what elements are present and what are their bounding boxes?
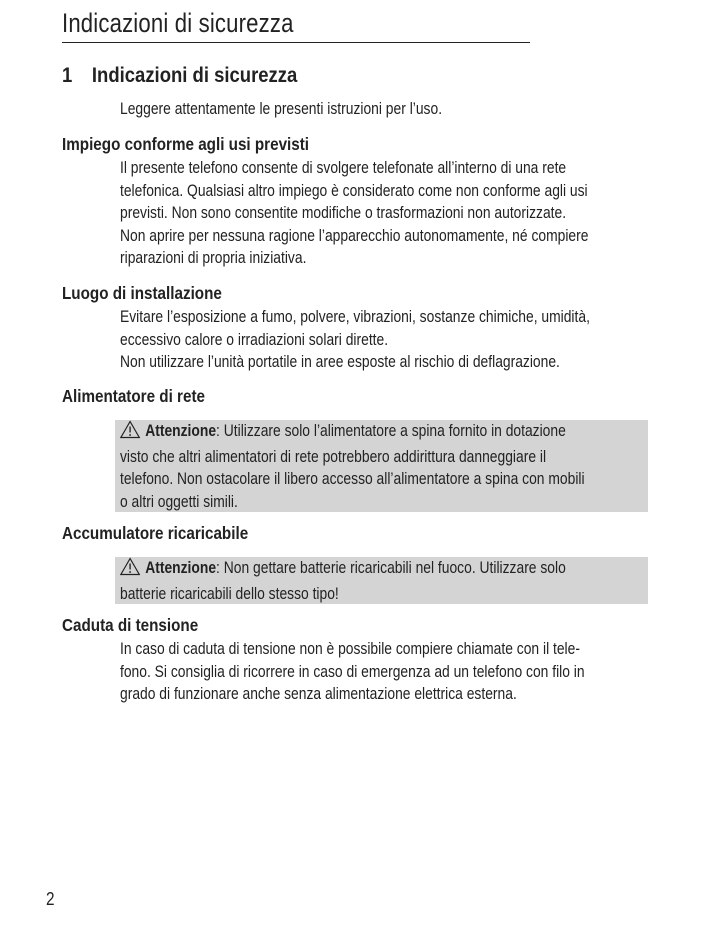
section-heading-caduta: Caduta di tensione <box>62 615 199 635</box>
paragraph-line: fono. Si consiglia di ricorrere in caso di emergenza ad un telefono con filo in <box>120 662 585 681</box>
intro-paragraph <box>120 98 650 121</box>
intro-text: Leggere attentamente le presenti istruzioni per l’uso. <box>120 100 443 118</box>
paragraph-line: Evitare l’esposizione a fumo, polvere, vibrazioni, sostanze chimiche, umidità, <box>120 308 590 326</box>
section-heading-accumulatore: Accumulatore ricaricabile <box>62 523 249 543</box>
warning-label: Attenzione <box>145 559 217 577</box>
paragraph-line: o altri oggetti simili. <box>120 492 238 511</box>
paragraph-line: batterie ricaricabili dello stesso tipo! <box>120 584 339 603</box>
paragraph-line: Non aprire per nessuna ragione l’apparecchio autonomamente, né compiere <box>120 226 589 245</box>
section-body-impiego <box>120 157 650 270</box>
chapter-number: 1 <box>62 64 73 87</box>
paragraph-line: telefonica. Qualsiasi altro impiego è considerato come non conforme agli usi <box>120 181 588 200</box>
warning-first-line <box>120 420 564 446</box>
warning-first-line <box>120 557 564 583</box>
chapter-title: Indicazioni di sicurezza <box>91 64 298 87</box>
section-heading-impiego: Impiego conforme agli usi previsti <box>62 134 310 154</box>
section-heading-alimentatore: Alimentatore di rete <box>62 386 205 406</box>
section-body-caduta <box>120 638 650 706</box>
paragraph-line: riparazioni di propria iniziativa. <box>120 249 307 267</box>
paragraph-line: In caso di caduta di tensione non è possibile compiere chiamate con il tele- <box>120 640 580 658</box>
header-rule <box>62 42 530 43</box>
warning-box-alimentatore <box>115 420 648 512</box>
warning-box-accumulatore <box>115 557 648 604</box>
paragraph-line: previsti. Non sono consentite modifiche o trasformazioni non autorizzate. <box>120 204 567 222</box>
paragraph-line: Non utilizzare l’unità portatile in aree esposte al rischio di deflagrazione. <box>120 353 560 371</box>
paragraph-line: Il presente telefono consente di svolgere telefonate all’interno di una rete <box>120 159 567 177</box>
warning-text: : Utilizzare solo l’alimentatore a spina fornito in dotazione <box>216 422 566 440</box>
page-number: 2 <box>46 889 55 909</box>
warning-triangle-icon <box>120 557 140 583</box>
warning-text: : Non gettare batterie ricaricabili nel fuoco. Utilizzare solo <box>216 559 566 577</box>
paragraph-line: telefono. Non ostacolare il libero accesso all’alimentatore a spina con mobili <box>120 470 585 488</box>
paragraph-line: grado di funzionare anche senza alimentazione elettrica esterna. <box>120 685 517 703</box>
warning-triangle-icon <box>120 420 140 446</box>
paragraph-line: eccessivo calore o irradiazioni solari dirette. <box>120 330 389 349</box>
paragraph-line: visto che altri alimentatori di rete potrebbero addirittura danneggiare il <box>120 447 547 466</box>
chapter-heading <box>62 64 297 88</box>
section-heading-luogo: Luogo di installazione <box>62 283 222 303</box>
warning-label: Attenzione <box>145 422 217 440</box>
running-header-title: Indicazioni di sicurezza <box>62 8 294 38</box>
section-body-luogo <box>120 306 650 374</box>
